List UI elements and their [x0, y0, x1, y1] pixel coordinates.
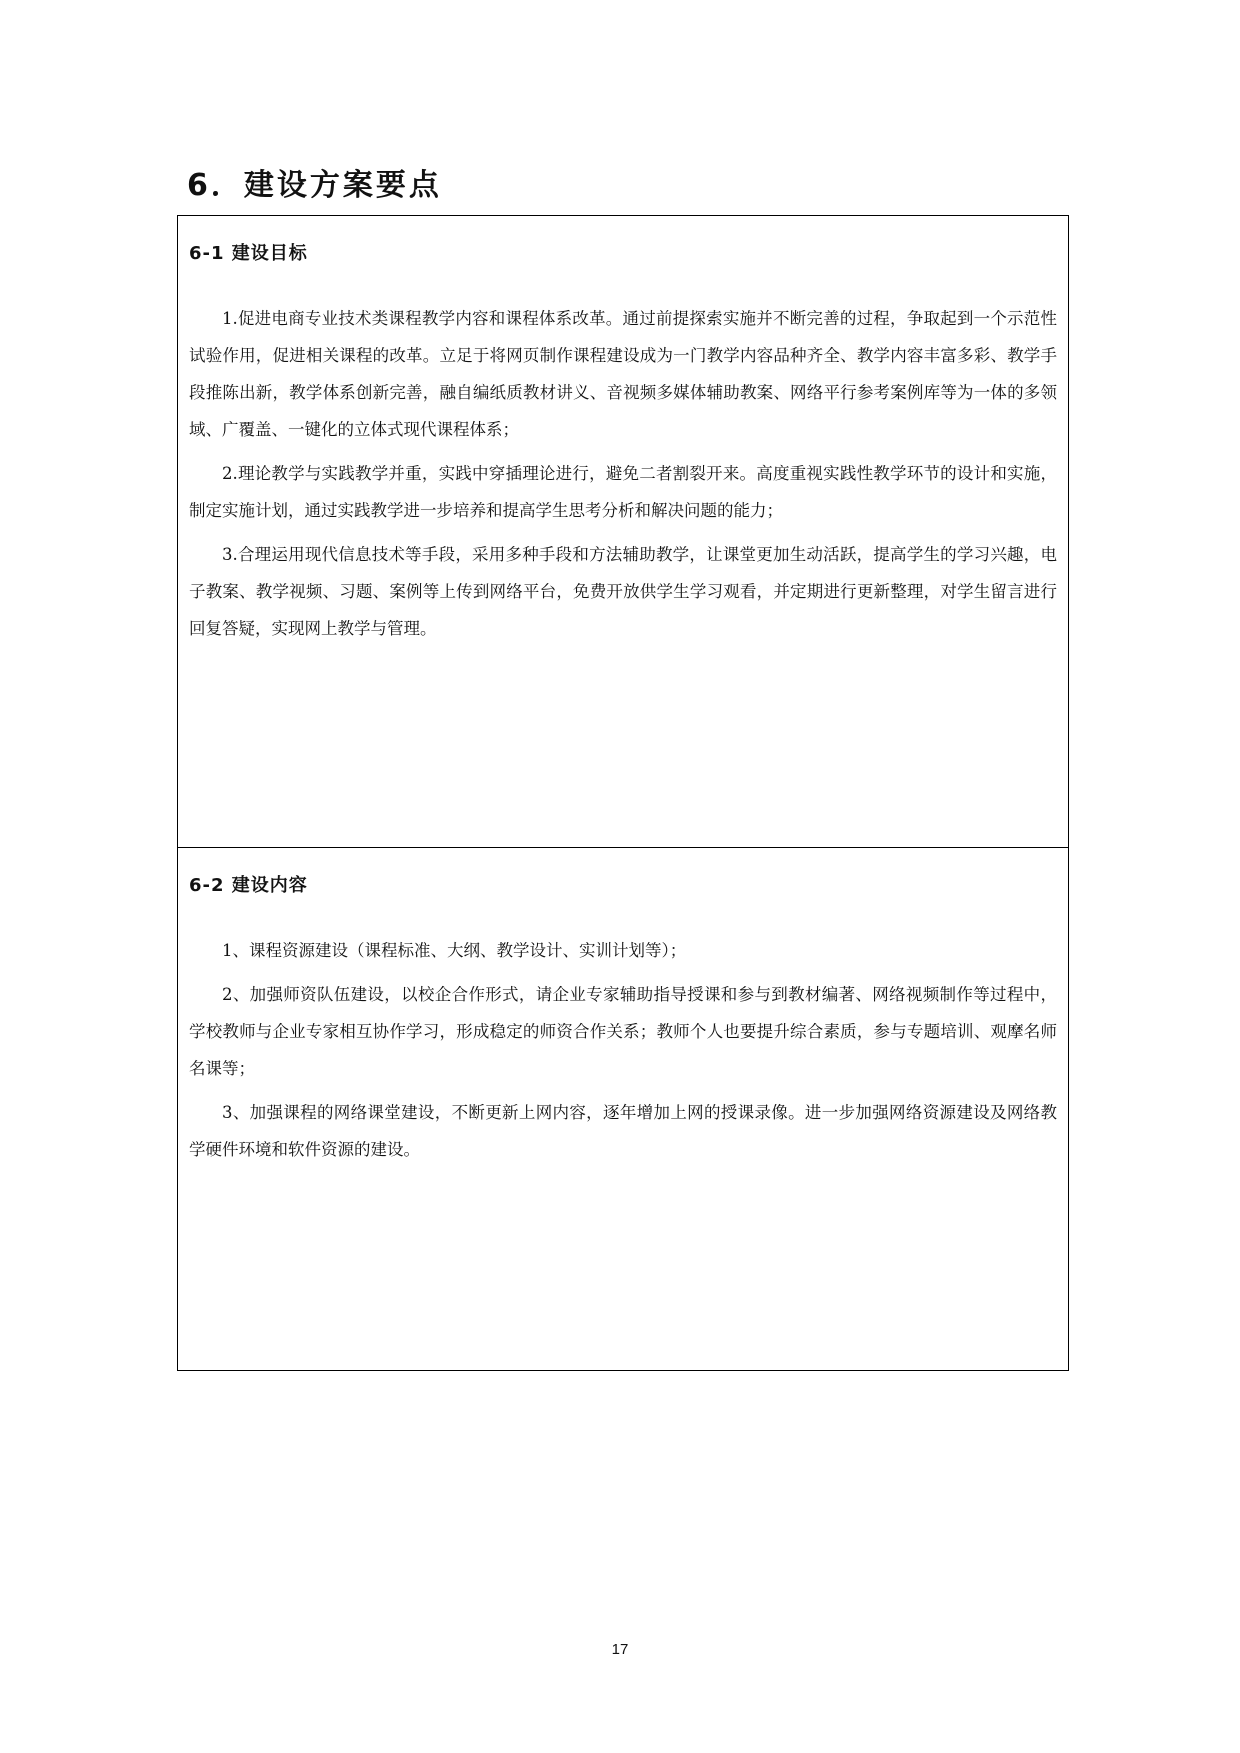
section-body [189, 300, 1057, 654]
section-heading: 6-2 建设内容 [189, 875, 308, 896]
section-heading: 6-1 建设目标 [189, 243, 308, 264]
section-body [189, 932, 1057, 1175]
paragraph: 2.理论教学与实践教学并重，实践中穿插理论进行，避免二者割裂开来。高度重视实践性教学环节的设计和实施，制定实施计划，通过实践教学进一步培养和提高学生思考分析和解决问题的能力； [189, 464, 1057, 520]
paragraph: 3、加强课程的网络课堂建设，不断更新上网内容，逐年增加上网的授课录像。进一步加强网络资源建设及网络教学硬件环境和软件资源的建设。 [189, 1103, 1057, 1159]
page-title: 6．建设方案要点 [187, 168, 442, 203]
section-construction-goals [178, 216, 1068, 848]
page-number: 17 [611, 1641, 629, 1658]
section-construction-content [178, 848, 1068, 1370]
paragraph: 1、课程资源建设（课程标准、大纲、教学设计、实训计划等）； [222, 941, 687, 960]
paragraph: 2、加强师资队伍建设，以校企合作形式，请企业专家辅助指导授课和参与到教材编著、网络视频制作等过程中，学校教师与企业专家相互协作学习，形成稳定的师资合作关系；教师个人也要提升综合素质，参与专题培训、观摩名师名课等； [189, 985, 1057, 1078]
plan-table [177, 215, 1069, 1371]
paragraph: 3.合理运用现代信息技术等手段，采用多种手段和方法辅助教学，让课堂更加生动活跃，提高学生的学习兴趣，电子教案、教学视频、习题、案例等上传到网络平台，免费开放供学生学习观看，并定期进行更新整理，对学生留言进行回复答疑，实现网上教学与管理。 [189, 545, 1057, 638]
paragraph: 1.促进电商专业技术类课程教学内容和课程体系改革。通过前提探索实施并不断完善的过程，争取起到一个示范性试验作用，促进相关课程的改革。立足于将网页制作课程建设成为一门教学内容品种齐全、教学内容丰富多彩、教学手段推陈出新，教学体系创新完善，融自编纸质教材讲义、音视频多媒体辅助教案、网络平行参考案例库等为一体的多领域、广覆盖、一键化的立体式现代课程体系； [189, 309, 1057, 439]
